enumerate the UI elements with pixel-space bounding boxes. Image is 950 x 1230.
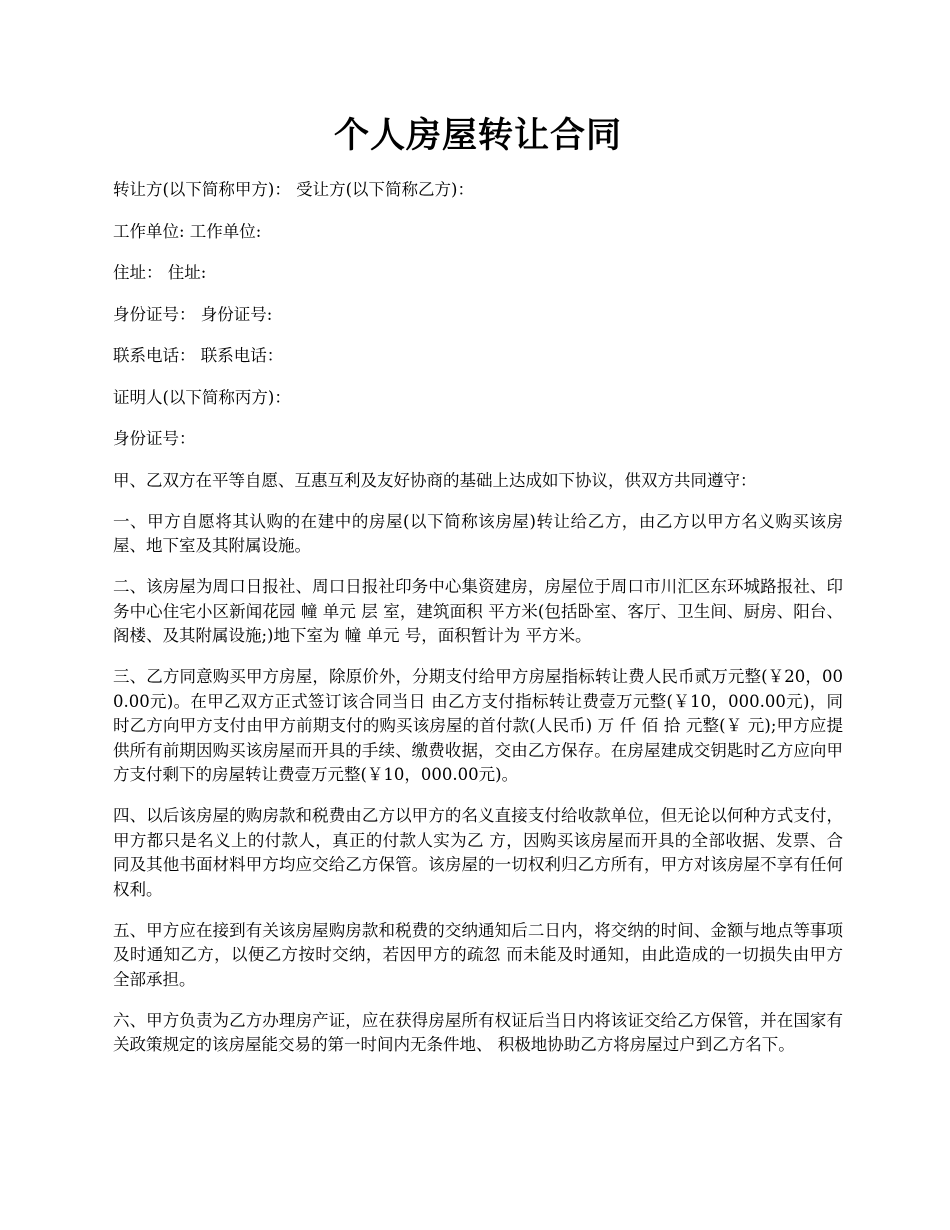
field-transferor-transferee: 转让方(以下简称甲方)： 受让方(以下简称乙方)： bbox=[113, 180, 474, 199]
field-witness-id: 身份证号： bbox=[113, 429, 196, 448]
clause-5: 五、甲方应在接到有关该房屋购房款和税费的交纳通知后二日内，将交纳的时间、金额与地点等事项及时通知乙方，以便乙方按时交纳，若因甲方的疏忽 而未能及时通知，由此造成的一切损失由甲方全部承担。 bbox=[113, 920, 843, 989]
clause-1: 一、甲方自愿将其认购的在建中的房屋(以下简称该房屋)转让给乙方，由乙方以甲方名义购买该房屋、地下室及其附属设施。 bbox=[113, 511, 843, 555]
field-work-unit: 工作单位: 工作单位: bbox=[113, 221, 262, 241]
field-address: 住址： 住址: bbox=[113, 263, 207, 282]
field-phone: 联系电话： 联系电话： bbox=[113, 346, 284, 365]
field-id-number: 身份证号： 身份证号: bbox=[113, 304, 273, 324]
field-witness: 证明人(以下简称丙方)： bbox=[113, 387, 291, 407]
preamble-paragraph: 甲、乙双方在平等自愿、互惠互利及友好协商的基础上达成如下协议，供双方共同遵守： bbox=[113, 470, 757, 490]
document-body bbox=[113, 178, 843, 1074]
clause-4: 四、以后该房屋的购房款和税费由乙方以甲方的名义直接支付给收款单位，但无论以何种方式支付，甲方都只是名义上的付款人，真正的付款人实为乙 方，因购买该房屋而开具的全部收据、发票、合同及其他书面材料甲方均应交给乙方保管。该房屋的一切权利归乙方所有，甲方对该房屋不享有任何权利。 bbox=[113, 806, 843, 899]
clause-3: 三、乙方同意购买甲方房屋，除原价外，分期支付给甲方房屋指标转让费人民币贰万元整(￥20，000.00元)。在甲乙双方正式签订该合同当日 由乙方支付指标转让费壹万元整(￥10，000.00元)，同时乙方向甲方支付由甲方前期支付的购买该房屋的首付款(人民币) 万 仟 佰 拾 元整(￥ 元);甲方应提供所有前期因购买该房屋而开具的手续、缴费收据，交由乙方保存。在房屋建成交钥匙时乙方应向甲方支付剩下的房屋转让费壹万元整(￥10，000.00元)。 bbox=[113, 667, 843, 784]
clause-6: 六、甲方负责为乙方办理房产证，应在获得房屋所有权证后当日内将该证交给乙方保管，并在国家有关政策规定的该房屋能交易的第一时间内无条件地、 积极地协助乙方将房屋过户到乙方名下。 bbox=[113, 1010, 843, 1054]
document-title: 个人房屋转让合同 bbox=[333, 115, 622, 156]
clause-2: 二、该房屋为周口日报社、周口日报社印务中心集资建房，房屋位于周口市川汇区东环城路报社、印务中心住宅小区新闻花园 幢 单元 层 室，建筑面积 平方米(包括卧室、客厅、卫生间、厨房、阳台、阁楼、及其附属设施;)地下室为 幢 单元 号，面积暂计为 平方米。 bbox=[113, 577, 843, 645]
